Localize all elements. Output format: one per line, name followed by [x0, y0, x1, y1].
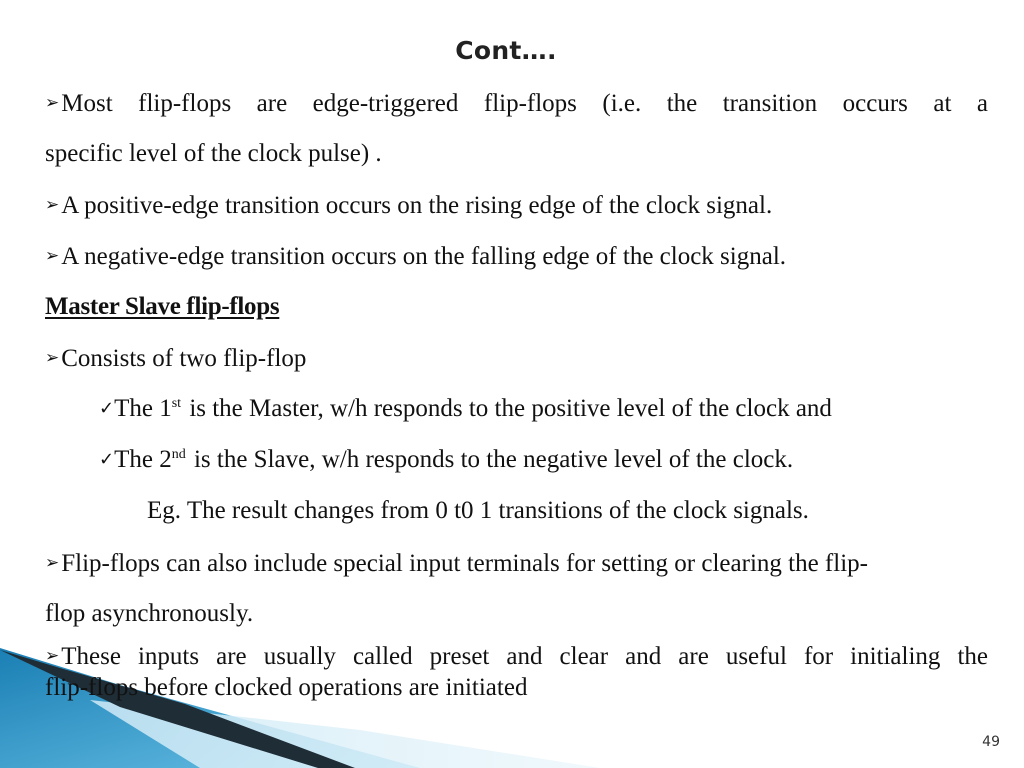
bullet-text: Most flip-flops are edge-triggered flip-flops (i.e. the transition occurs at a: [61, 90, 988, 117]
subbullet-slave: [99, 445, 988, 475]
bullet-text: A negative-edge transition occurs on the falling edge of the clock signal.: [61, 243, 787, 270]
bullet-preset-clear-line1: [45, 641, 988, 672]
bullet-text: A positive-edge transition occurs on the rising edge of the clock signal.: [61, 192, 773, 219]
bullet-negative-edge: [45, 241, 988, 272]
subbullet-master: [99, 394, 988, 424]
ordinal-suffix: nd: [171, 447, 186, 462]
bullet-async-inputs-line1: [45, 548, 988, 579]
bullet-two-flipflops: [45, 343, 988, 374]
bullet-text: Flip-flops can also include special input terminals for setting or clearing the flip-: [61, 550, 868, 577]
arrow-bullet-icon: ➢: [45, 348, 60, 368]
bullet-text: These inputs are usually called preset and clear and are useful for initialing the: [61, 643, 988, 670]
page-number: 49: [982, 734, 1000, 750]
example-line: Eg. The result changes from 0 t0 1 transitions of the clock signals.: [147, 497, 809, 524]
bullet-async-inputs-line2: flop asynchronously.: [45, 600, 254, 627]
bullet-edge-triggered-line1: [45, 88, 988, 119]
subbullet-text: The 2: [114, 446, 172, 473]
slide-title: Cont….: [455, 36, 557, 65]
bullet-text: Consists of two flip-flop: [61, 345, 307, 372]
checkmark-icon: ✓: [99, 449, 115, 470]
section-heading: Master Slave flip-flops: [45, 293, 280, 320]
checkmark-icon: ✓: [99, 398, 115, 419]
arrow-bullet-icon: ➢: [45, 93, 60, 113]
bullet-edge-triggered-line2: specific level of the clock pulse) .: [45, 140, 382, 167]
arrow-bullet-icon: ➢: [45, 246, 60, 266]
bullet-preset-clear-line2: flip-flops before clocked operations are initiated: [45, 674, 528, 701]
subbullet-text: The 1: [114, 395, 172, 422]
bullet-positive-edge: [45, 190, 988, 221]
subbullet-text: is the Master, w/h responds to the positive level of the clock and: [183, 395, 832, 422]
arrow-bullet-icon: ➢: [45, 553, 60, 573]
arrow-bullet-icon: ➢: [45, 646, 60, 666]
arrow-bullet-icon: ➢: [45, 195, 60, 215]
subbullet-text: is the Slave, w/h responds to the negative level of the clock.: [187, 446, 794, 473]
ordinal-suffix: st: [171, 396, 182, 411]
